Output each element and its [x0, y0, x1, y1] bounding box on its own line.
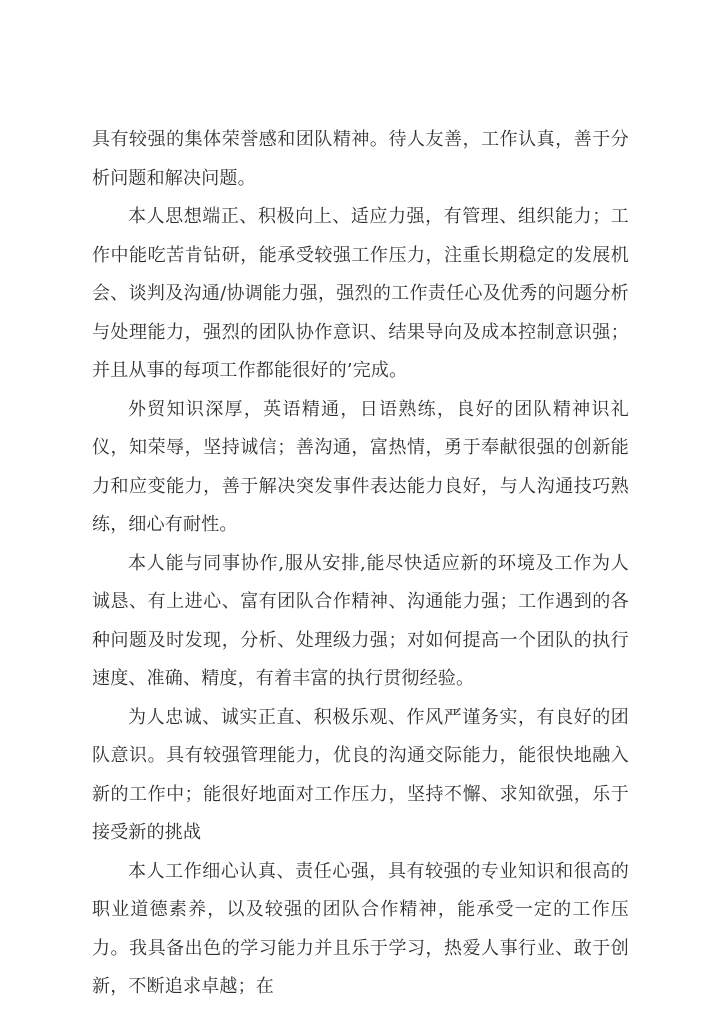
paragraph: 外贸知识深厚，英语精通，日语熟练，良好的团队精神识礼仪，知荣辱，坚持诚信；善沟通，富热情，勇于奉献很强的创新能力和应变能力，善于解决突发事件表达能力良好，与人沟通技巧熟练，细心有耐性。 [92, 398, 629, 535]
document-text-block [92, 121, 629, 1007]
paragraph: 具有较强的集体荣誉感和团队精神。待人友善，工作认真，善于分析问题和解决问题。 [92, 129, 629, 189]
paragraph: 本人能与同事协作,服从安排,能尽快适应新的环境及工作为人诚恳、有上进心、富有团队合作精神、沟通能力强；工作遇到的各种问题及时发现，分析、处理级力强；对如何提高一个团队的执行速度、准确、精度，有着丰富的执行贯彻经验。 [92, 552, 629, 689]
paragraph: 为人忠诚、诚实正直、积极乐观、作风严谨务实，有良好的团队意识。具有较强管理能力，优良的沟通交际能力，能很快地融入新的工作中；能很好地面对工作压力，坚持不懈、求知欲强，乐于接受新的挑战 [92, 706, 629, 843]
paragraph: 本人思想端正、积极向上、适应力强，有管理、组织能力；工作中能吃苦肯钻研，能承受较强工作压力，注重长期稳定的发展机会、谈判及沟通/协调能力强，强烈的工作责任心及优秀的问题分析与处理能力，强烈的团队协作意识、结果导向及成本控制意识强；并且从事的每项工作都能很好的’完成。 [92, 206, 629, 381]
paragraph: 本人工作细心认真、责任心强，具有较强的专业知识和很高的职业道德素养，以及较强的团队合作精神，能承受一定的工作压力。我具备出色的学习能力并且乐于学习，热爱人事行业、敢于创新，不断追求卓越；在 [92, 860, 629, 997]
